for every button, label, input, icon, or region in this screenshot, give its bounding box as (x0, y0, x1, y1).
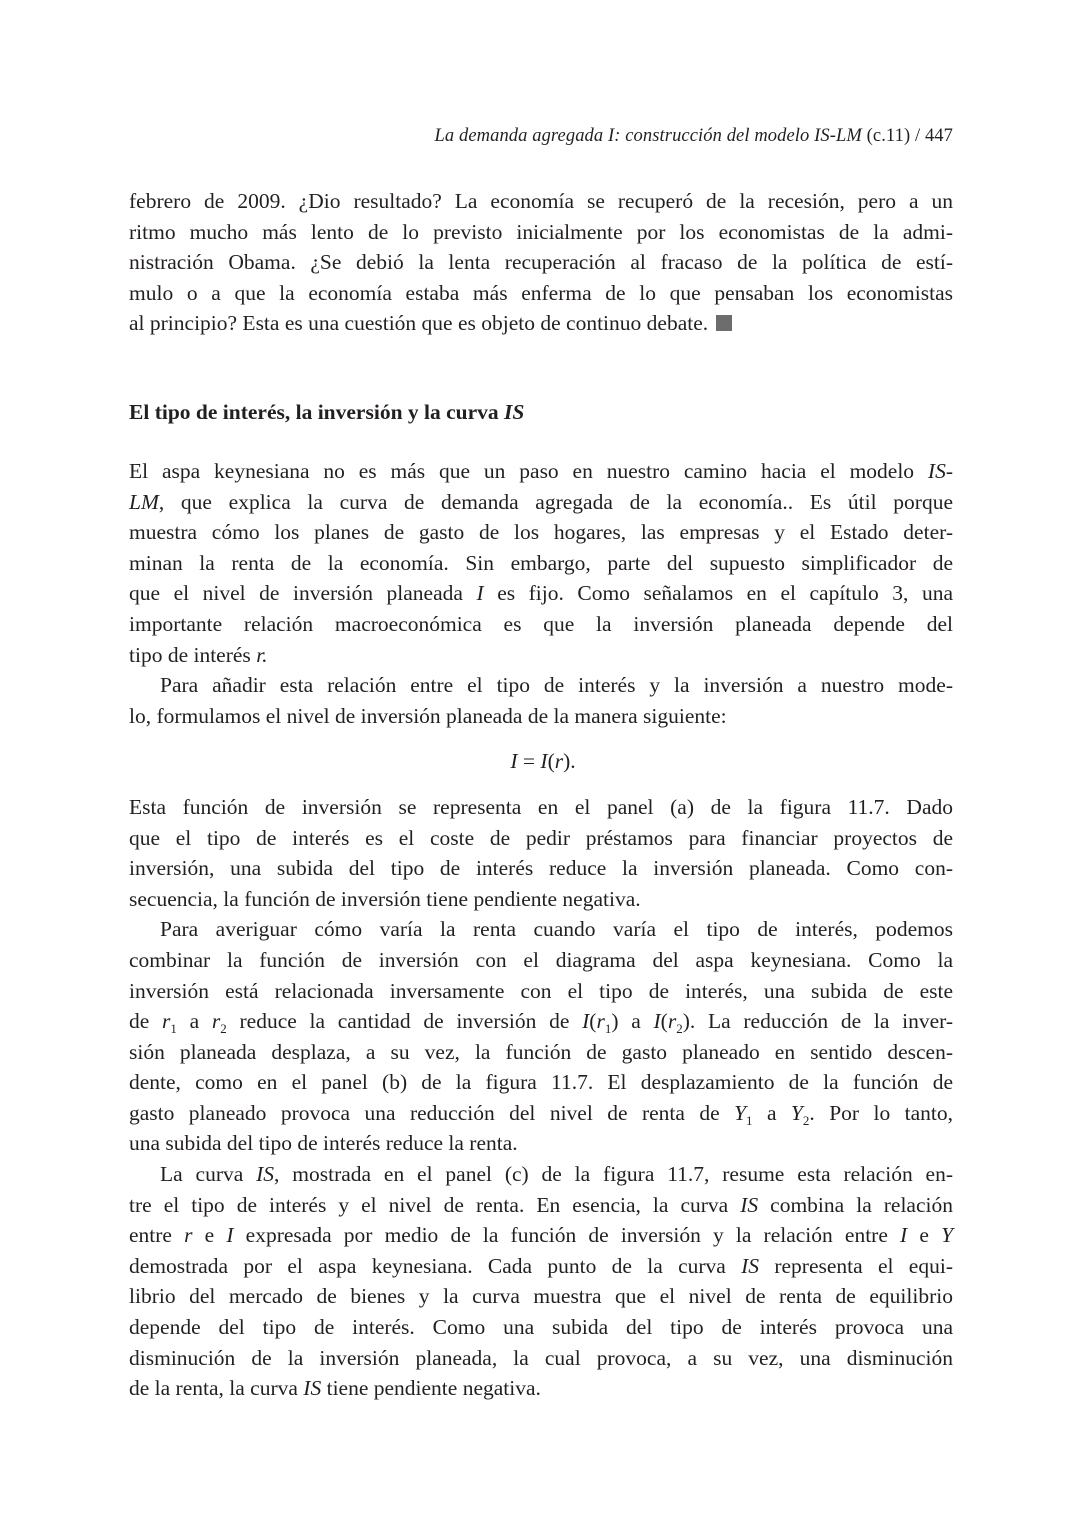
page-number: 447 (924, 126, 953, 146)
equation-investment-function: I = I(r). (510, 749, 576, 774)
paragraph-2 (129, 670, 953, 731)
text-line: importante relación macroeconómica es que la inversión planeada depende del (129, 611, 953, 636)
text-line: inversión está relacionada inversamente con el tipo de interés, una subida de este (129, 978, 953, 1003)
text-line: combinar la función de inversión con el diagrama del aspa keynesiana. Como la (129, 947, 953, 972)
text-line: secuencia, la función de inversión tiene pendiente negativa. (129, 886, 641, 911)
section-heading-text: El tipo de interés, la inversión y la curva (129, 400, 505, 424)
text-line: demostrada por el aspa keynesiana. Cada punto de la curva IS representa el equi- (129, 1253, 953, 1278)
text-line: minan la renta de la economía. Sin embargo, parte del supuesto simplificador de (129, 550, 953, 575)
section-heading (129, 400, 524, 425)
equation-equals: = (522, 749, 536, 774)
text-line: disminución de la inversión planeada, la cual provoca, a su vez, una disminución (129, 1345, 953, 1370)
text-line: depende del tipo de interés. Como una subida del tipo de interés provoca una (129, 1315, 953, 1340)
running-head-chapter: (c.11) (866, 126, 911, 146)
text-line: librio del mercado de bienes y la curva muestra que el nivel de renta de equilibrio (129, 1284, 953, 1309)
text-line: La curva IS, mostrada en el panel (c) de la figura 11.7, resume esta relación en- (160, 1162, 954, 1187)
text-line: al principio? Esta es una cuestión que es objeto de continuo debate. (129, 308, 953, 339)
text-line: de la renta, la curva IS tiene pendiente negativa. (129, 1376, 541, 1401)
text-line: entre r e I expresada por medio de la función de inversión y la relación entre I e Y (129, 1223, 954, 1248)
text-line: inversión, una subida del tipo de interés reduce la inversión planeada. Como con- (129, 856, 953, 881)
equation-arg: r (554, 749, 564, 774)
text-line: ritmo mucho más lento de lo previsto inicialmente por los economistas de la admi- (129, 219, 953, 244)
paragraph-5 (129, 1159, 953, 1404)
text-line: nistración Obama. ¿Se debió la lenta recuperación al fracaso de la política de estí- (129, 250, 953, 275)
text-line: Para averiguar cómo varía la renta cuando varía el tipo de interés, podemos (160, 917, 953, 942)
text-line: El aspa keynesiana no es más que un paso en nuestro camino hacia el modelo IS- (129, 459, 953, 483)
text-line: de $r_1$ a $r_2$ reduce la cantidad de inversión de $I(r_1)$ a $I(r_2)$. La reducción de la inver- (129, 1009, 954, 1037)
text-line: una subida del tipo de interés reduce la renta. (129, 1131, 518, 1156)
section-heading-italic: IS (504, 400, 525, 424)
running-head (435, 126, 953, 147)
text-line: muestra cómo los planes de gasto de los hogares, las empresas y el Estado deter- (129, 520, 953, 545)
text-line: lo, formulamos el nivel de inversión planeada de la manera siguiente: (129, 703, 727, 728)
paragraph-1 (129, 456, 953, 670)
equation-func: I (540, 749, 548, 774)
equation-period: . (570, 749, 576, 774)
text-line: Esta función de inversión se representa en el panel (a) de la figura 11.7. Dado (129, 794, 953, 819)
text-line: tre el tipo de interés y el nivel de renta. En esencia, la curva IS combina la relación (129, 1192, 953, 1217)
text-line: gasto planeado provoca una reducción del nivel de renta de $Y_1$ a $Y_2$. Por lo tanto, (129, 1100, 953, 1128)
equation-lhs: I (510, 749, 518, 774)
running-head-separator: / (914, 126, 921, 146)
intro-paragraph (129, 186, 953, 339)
text-line: tipo de interés r. (129, 642, 268, 667)
text-line: sión planeada desplaza, a su vez, la función de gasto planeado en sentido descen- (129, 1039, 953, 1064)
text-line: que el nivel de inversión planeada I es fijo. Como señalamos en el capítulo 3, una (129, 581, 953, 606)
body-text (129, 456, 953, 1404)
text-line: febrero de 2009. ¿Dio resultado? La economía se recuperó de la recesión, pero a un (129, 189, 953, 213)
end-of-box-square-icon (716, 315, 732, 331)
text-line: dente, como en el panel (b) de la figura 11.7. El desplazamiento de la función de (129, 1070, 953, 1095)
paragraph-3 (129, 792, 953, 914)
text-line: Para añadir esta relación entre el tipo de interés y la inversión a nuestro mode- (160, 673, 953, 698)
text-line: LM, que explica la curva de demanda agregada de la economía.. Es útil porque (129, 489, 953, 514)
paragraph-4 (129, 914, 953, 1159)
running-head-title: La demanda agregada I: construcción del modelo IS-LM (434, 126, 862, 146)
text-line: mulo o a que la economía estaba más enferma de lo que pensaban los economistas (129, 280, 953, 305)
text-line: que el tipo de interés es el coste de pedir préstamos para financiar proyectos de (129, 825, 953, 850)
